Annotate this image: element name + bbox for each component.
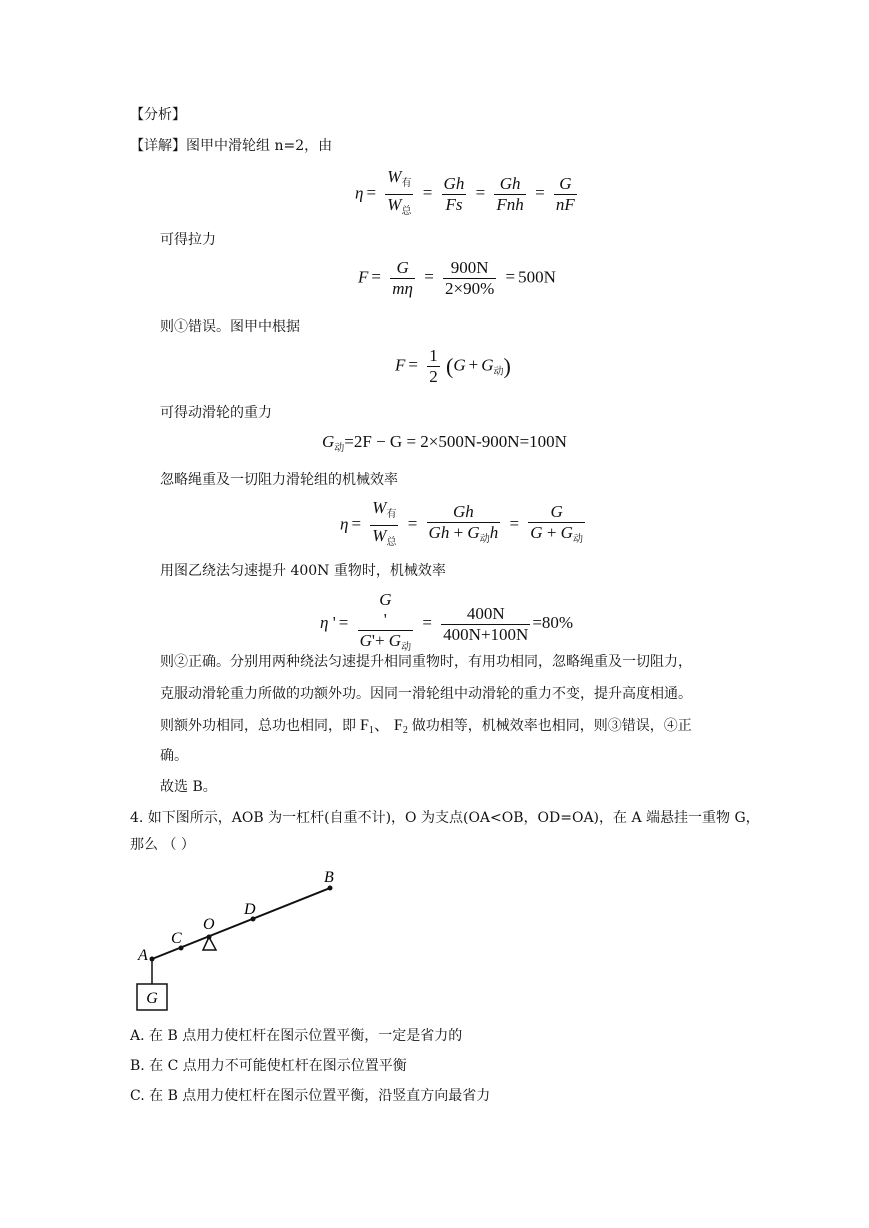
- paragraph-line-3b: 做功相等，机械效率也相同，则③错误，④正: [411, 718, 692, 734]
- gdong-rhs: =2F − G = 2×500N-900N=100N: [344, 432, 567, 451]
- point-b: [328, 886, 333, 891]
- question-4-line-2: 那么 （ ）: [130, 837, 195, 853]
- lever-figure: [130, 866, 345, 1016]
- value-500N: 500N: [518, 267, 556, 287]
- sub-you: 有: [401, 178, 412, 189]
- analysis-header: 【分析】: [130, 107, 186, 123]
- equation-force: F = $\frac{G}{m\eta}$ = $\frac{900N}{2\times 90\%}$ = 500N: [358, 258, 556, 298]
- value-2x90: 2×90%: [445, 279, 495, 298]
- value-900N: 900N: [450, 258, 489, 277]
- equation-efficiency: η = $\frac{W_有}{W_总}$ = $\frac{Gh}{Fs}$ = $\frac{Gh}{\text{Fnh}}$ = $\frac{G}{nF}$: [355, 167, 579, 222]
- value-400N: 400N: [466, 603, 505, 623]
- label-g: G: [146, 990, 158, 1007]
- label-b: B: [324, 869, 334, 886]
- option-a: A. 在 B 点用力使杠杆在图示位置平衡，一定是省力的: [130, 1028, 463, 1044]
- detail-line: [130, 136, 332, 156]
- sub-dong-3: 动: [479, 533, 490, 545]
- sub-zong: 总: [401, 206, 412, 217]
- paragraph-line-4: 确。: [160, 748, 188, 764]
- equation-gdong: $G_动=2F - G = 2\times 500N-900N=100N$: [322, 432, 567, 454]
- option-c: C. 在 B 点用力使杠杆在图示位置平衡，沿竖直方向最省力: [130, 1088, 491, 1104]
- option-b: B. 在 C 点用力不可能使杠杆在图示位置平衡: [130, 1058, 407, 1074]
- text-dong-weight: 可得动滑轮的重力: [160, 405, 272, 421]
- equation-efficiency-prime: η ' = G ' $G'+ G_动$ = $\frac{400N}{400N+100N}$ =80%: [320, 590, 573, 658]
- sub-dong-4: 动: [572, 533, 583, 545]
- label-a: A: [138, 947, 148, 964]
- equation-efficiency-2: η = $\frac{W_有}{W_总}$ = $\frac{Gh}{Gh + G_动h}$ = $\frac{G}{G + G_动}$: [340, 498, 587, 553]
- text-ze1: 则①错误。图甲中根据: [160, 319, 300, 335]
- label-o: O: [203, 916, 215, 933]
- paragraph-line-2: 克服动滑轮重力所做的功额外功。因同一滑轮组中动滑轮的重力不变，提升高度相通。: [160, 686, 692, 702]
- value-400plus100: 400N+100N: [443, 624, 529, 644]
- value-80: =80%: [532, 612, 574, 632]
- question-4-line-1: 4. 如下图所示，AOB 为一杠杆(自重不计)，O 为支点(OA<OB，OD=OA)，在 A 端悬挂一重物 G，: [130, 810, 760, 826]
- detail-intro: 图甲中滑轮组 n=2，由: [186, 138, 333, 154]
- label-c: C: [171, 930, 182, 947]
- sub-dong-5: 动: [401, 642, 412, 653]
- paragraph-line-3: 则额外功相同，总功也相同，即 F1、 F2 做功相等，机械效率也相同，则③错误，④正: [160, 717, 692, 736]
- equation-half: F = $\frac{1}{2}$ $(G + G_动)$: [395, 346, 511, 386]
- paragraph-line-3a: 则额外功相同，总功也相同，即: [160, 718, 356, 734]
- sub-zong-2: 总: [386, 537, 397, 548]
- sub-dong-1: 动: [493, 366, 504, 378]
- paragraph-line-1: 则②正确。分别用两种绕法匀速提升相同重物时，有用功相同，忽略绳重及一切阻力，: [160, 654, 692, 670]
- sub-you-2: 有: [386, 509, 397, 520]
- sub-dong-2: 动: [334, 443, 345, 454]
- text-lali: 可得拉力: [160, 232, 216, 248]
- text-yong-yi: 用图乙绕法匀速提升 400N 重物时，机械效率: [160, 563, 446, 579]
- answer-line: 故选 B。: [160, 779, 217, 795]
- label-d: D: [244, 901, 256, 918]
- detail-label: 【详解】: [130, 138, 186, 154]
- text-hulue: 忽略绳重及一切阻力滑轮组的机械效率: [160, 472, 398, 488]
